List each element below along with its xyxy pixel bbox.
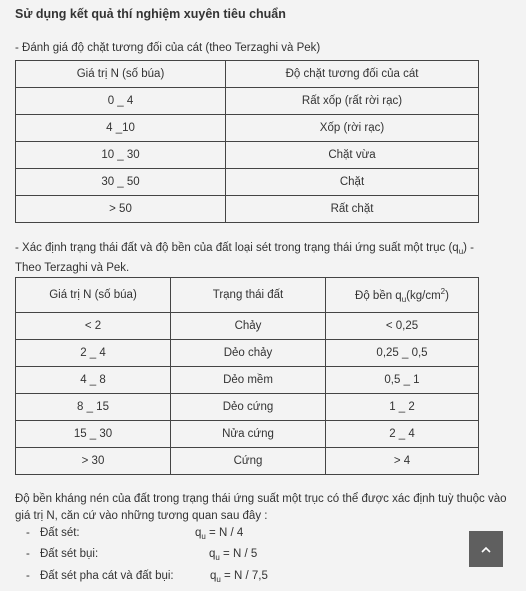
table-cell: > 30 (16, 448, 171, 475)
table-cell: Cứng (171, 448, 326, 475)
table-cell: Dẻo chảy (171, 340, 326, 367)
subscript: u (458, 247, 464, 256)
table-cell: Dẻo mềm (171, 367, 326, 394)
table-row (16, 421, 479, 448)
column-header: Độ chặt tương đối của cát (226, 61, 479, 88)
table-cell: 2 _ 4 (326, 421, 479, 448)
list-item-label: Đất sét pha cát và đất bụi: (40, 570, 174, 582)
formula: $q_u = N / 5$ (209, 548, 258, 562)
table-cell: 2 _ 4 (16, 340, 171, 367)
table-cell: Chặt (226, 169, 479, 196)
clay-state-table (15, 277, 479, 475)
table-row (16, 367, 479, 394)
table-cell: > 4 (326, 448, 479, 475)
table1-intro: - Đánh giá độ chặt tương đối của cát (theo Terzaghi và Pek) (15, 42, 321, 54)
list-item-label: Đất sét bụi: (40, 548, 99, 560)
table-row (16, 313, 479, 340)
table-row (16, 169, 479, 196)
table-cell: Rất xốp (rất rời rạc) (226, 88, 479, 115)
table-cell: Xốp (rời rạc) (226, 115, 479, 142)
table-cell: Nửa cứng (171, 421, 326, 448)
formula: $q_u = N / 4$ (195, 527, 244, 541)
table-cell: < 0,25 (326, 313, 479, 340)
table-cell: Rất chặt (226, 196, 479, 223)
list-item: - Đất sét pha cát và đất bụi: (26, 570, 174, 582)
chevron-up-icon (481, 546, 491, 553)
table-cell: 8 _ 15 (16, 394, 171, 421)
table-cell: 0,5 _ 1 (326, 367, 479, 394)
column-header: Giá trị N (số búa) (16, 278, 171, 313)
paragraph: Độ bền kháng nén của đất trong trạng thái ứng suất một trục có thể được xác định tuỳ thuộc vào giá trị N, căn cứ vào những tương quan sau đây : (15, 493, 507, 522)
column-header: Độ bền $q_u(kg/cm^2)$ (326, 278, 479, 313)
table-row (16, 142, 479, 169)
table-header-row (16, 61, 479, 88)
table-cell: 1 _ 2 (326, 394, 479, 421)
list-item-label: Đất sét: (40, 527, 80, 539)
column-header: Giá trị N (số búa) (16, 61, 226, 88)
scroll-to-top-button[interactable] (469, 531, 503, 567)
relative-density-table (15, 60, 479, 223)
intro-text-end: ) - (463, 242, 474, 254)
table-cell: 0 _ 4 (16, 88, 226, 115)
table-cell: 15 _ 30 (16, 421, 171, 448)
table-cell: < 2 (16, 313, 171, 340)
table-cell: Chảy (171, 313, 326, 340)
table-cell: > 50 (16, 196, 226, 223)
table-row (16, 394, 479, 421)
table-row (16, 115, 479, 142)
column-header: Trạng thái đất (171, 278, 326, 313)
table-cell: Chặt vừa (226, 142, 479, 169)
table-header-row (16, 278, 479, 313)
table-row (16, 340, 479, 367)
table-cell: 4 _ 8 (16, 367, 171, 394)
intro-text: - Xác định trạng thái đất và độ bền của đất loại sét trong trạng thái ứng suất một trục (q (15, 242, 459, 254)
table2-intro (15, 240, 511, 277)
intro-text-line2: Theo Terzaghi và Pek. (15, 262, 130, 274)
table-cell: 0,25 _ 0,5 (326, 340, 479, 367)
section-heading: Sử dụng kết quả thí nghiệm xuyên tiêu chuẩn (15, 7, 286, 21)
table-row (16, 448, 479, 475)
table-cell: Dẻo cứng (171, 394, 326, 421)
table-cell: 4 _10 (16, 115, 226, 142)
table-cell: 30 _ 50 (16, 169, 226, 196)
table-row (16, 88, 479, 115)
table-cell: 10 _ 30 (16, 142, 226, 169)
list-item: - Đất sét: (26, 527, 80, 539)
table-row (16, 196, 479, 223)
formula: $q_u = N / 7,5$ (210, 570, 268, 584)
list-item: - Đất sét bụi: (26, 548, 99, 560)
